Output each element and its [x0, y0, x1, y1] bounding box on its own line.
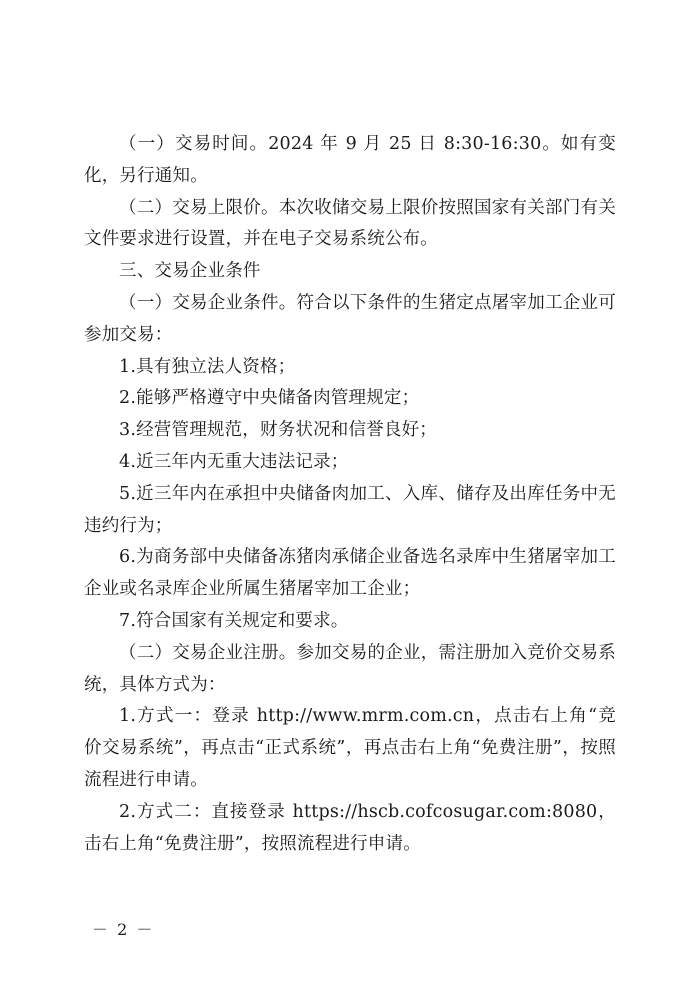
section-heading-enterprise-conditions: 三、交易企业条件: [119, 261, 261, 282]
condition-item-3: 3.经营管理规范，财务状况和信誉良好；: [119, 420, 437, 441]
paragraph-price-limit: （二）交易上限价。本次收储交易上限价按照国家有关部门有关文件要求进行设置，并在电子交易系统公布。: [84, 197, 616, 250]
paragraph-enterprise-conditions: （一）交易企业条件。符合以下条件的生猪定点屠宰加工企业可参加交易：: [84, 292, 616, 345]
condition-item-2: 2.能够严格遵守中央储备肉管理规定；: [119, 388, 420, 409]
condition-item-1: 1.具有独立法人资格；: [119, 356, 296, 377]
condition-item-6: 6.为商务部中央储备冻猪肉承储企业备选名录库中生猪屠宰加工企业或名录库企业所属生猪屠宰加工企业；: [84, 547, 616, 600]
registration-method-2: 2.方式二：直接登录 https://hscb.cofcosugar.com:8080，击右上角“免费注册”，按照流程进行申请。: [84, 801, 616, 854]
page-number: － 2 －: [92, 920, 155, 939]
condition-item-4: 4.近三年内无重大违法记录；: [119, 451, 349, 472]
registration-method-1: 1.方式一：登录 http://www.mrm.com.cn，点击右上角“竞价交易系统”，再点击“正式系统”，再点击右上角“免费注册”，按照流程进行申请。: [84, 706, 616, 790]
document-body: [84, 129, 616, 860]
condition-item-7: 7.符合国家有关规定和要求。: [119, 610, 349, 631]
condition-item-5: 5.近三年内在承担中央储备肉加工、入库、储存及出库任务中无违约行为；: [84, 483, 616, 536]
paragraph-trading-time: （一）交易时间。2024 年 9 月 25 日 8:30-16:30。如有变化，另行通知。: [84, 134, 616, 186]
paragraph-enterprise-registration: （二）交易企业注册。参加交易的企业，需注册加入竞价交易系统，具体方式为：: [84, 642, 616, 695]
